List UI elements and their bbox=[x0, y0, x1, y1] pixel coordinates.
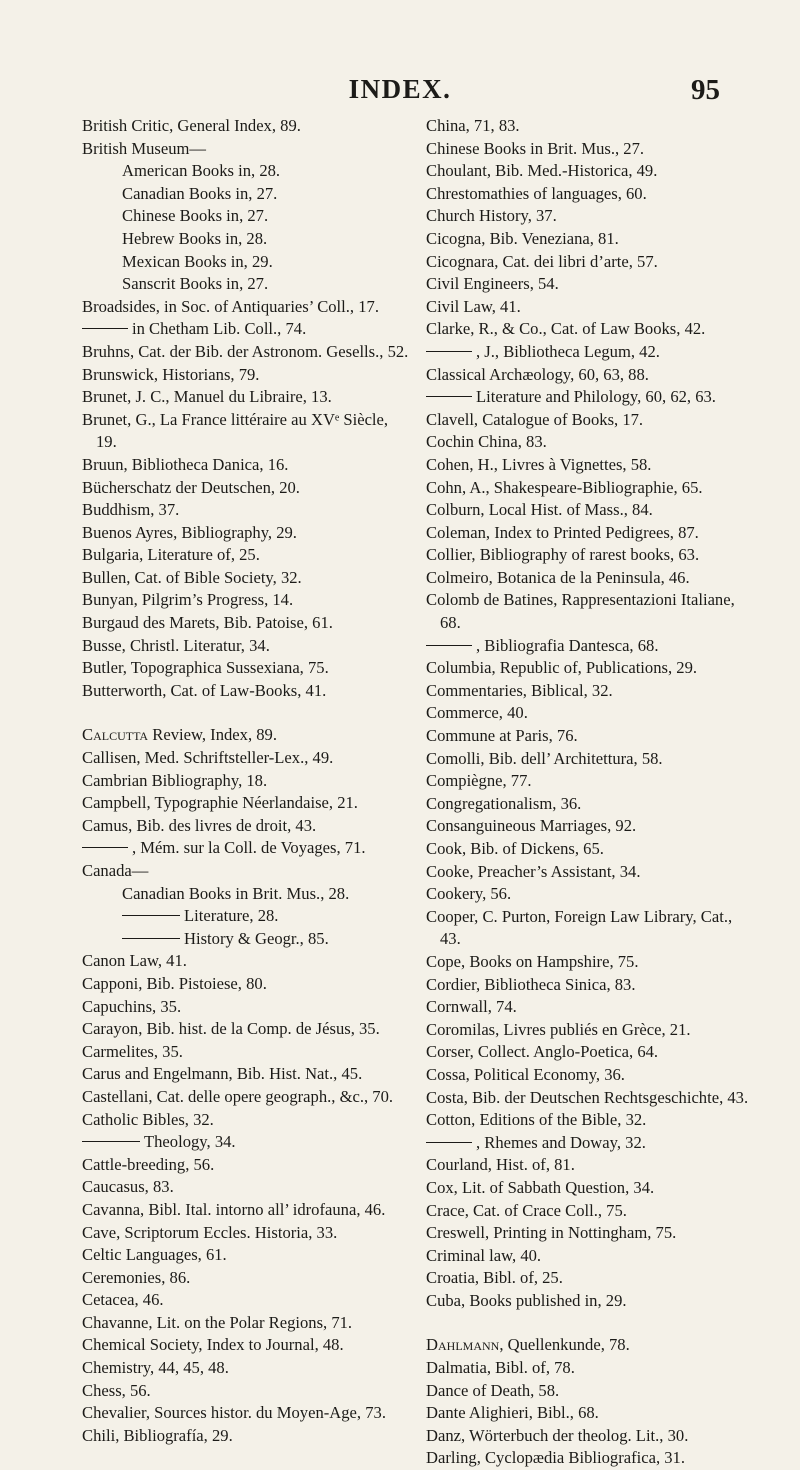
section-initial-word: Dahlmann bbox=[426, 1335, 500, 1355]
index-entry bbox=[82, 1154, 412, 1177]
index-entry bbox=[426, 115, 751, 138]
entry-text: Cavanna, Bibl. Ital. intorno all’ idrofauna, 46. bbox=[82, 1199, 386, 1219]
index-entry bbox=[426, 205, 751, 228]
index-entry bbox=[426, 499, 751, 522]
index-entry bbox=[82, 950, 412, 973]
entry-text: Cattle-breeding, 56. bbox=[82, 1154, 215, 1174]
index-entry bbox=[82, 522, 412, 545]
index-entry bbox=[426, 1154, 751, 1177]
index-subentry bbox=[82, 183, 412, 206]
index-entry bbox=[426, 951, 751, 974]
index-entry bbox=[426, 1380, 751, 1403]
index-entry bbox=[426, 635, 751, 658]
ditto-dash bbox=[82, 847, 128, 848]
entry-text: China, 71, 83. bbox=[426, 116, 520, 135]
entry-text: Colburn, Local Hist. of Mass., 84. bbox=[426, 500, 653, 520]
entry-text: Chess, 56. bbox=[82, 1380, 151, 1400]
entry-text: Brunswick, Historians, 79. bbox=[82, 364, 260, 384]
entry-text: Camus, Bib. des livres de droit, 43. bbox=[82, 815, 317, 835]
entry-text: Chinese Books in, 27. bbox=[122, 206, 269, 226]
entry-text: Campbell, Typographie Néerlandaise, 21. bbox=[82, 793, 358, 813]
index-entry bbox=[82, 770, 412, 793]
ditto-dash bbox=[426, 396, 472, 397]
entry-text: Commerce, 40. bbox=[426, 703, 528, 723]
entry-text: Carmelites, 35. bbox=[82, 1041, 183, 1061]
ditto-dash bbox=[426, 1142, 472, 1143]
index-column-left bbox=[82, 115, 412, 1447]
index-entry bbox=[426, 770, 751, 793]
entry-text: Buddhism, 37. bbox=[82, 500, 180, 520]
index-entry bbox=[82, 680, 412, 703]
entry-text: Theology, 34. bbox=[144, 1132, 236, 1152]
entry-text: Dalmatia, Bibl. of, 78. bbox=[426, 1358, 575, 1378]
entry-text: Cook, Bib. of Dickens, 65. bbox=[426, 839, 604, 858]
entry-text: Canadian Books in, 27. bbox=[122, 183, 278, 203]
index-entry bbox=[426, 793, 751, 816]
entry-text: Corser, Collect. Anglo-Poetica, 64. bbox=[426, 1042, 659, 1062]
entry-text: Bruun, Bibliotheca Danica, 16. bbox=[82, 454, 289, 474]
entry-text: Hebrew Books in, 28. bbox=[122, 228, 268, 248]
index-entry bbox=[82, 1357, 412, 1380]
entry-text: Consanguineous Marriages, 92. bbox=[426, 816, 637, 836]
entry-text: Commentaries, Biblical, 32. bbox=[426, 680, 613, 700]
index-entry bbox=[426, 1402, 751, 1425]
index-entry bbox=[82, 296, 412, 319]
index-entry bbox=[82, 612, 412, 635]
entry-text: Butterworth, Cat. of Law-Books, 41. bbox=[82, 680, 327, 700]
entry-text: Chevalier, Sources histor. du Moyen-Age, 73. bbox=[82, 1403, 386, 1423]
entry-text: , Rhemes and Doway, 32. bbox=[476, 1132, 646, 1152]
entry-text: Bulgaria, Literature of, 25. bbox=[82, 545, 260, 565]
entry-text: American Books in, 28. bbox=[122, 161, 281, 181]
entry-text: Clarke, R., & Co., Cat. of Law Books, 42. bbox=[426, 319, 706, 339]
entry-text: Cope, Books on Hampshire, 75. bbox=[426, 951, 639, 971]
entry-text: Danz, Wörterbuch der theolog. Lit., 30. bbox=[426, 1425, 689, 1445]
entry-text: Cooper, C. Purton, Foreign Law Library, Cat., 43. bbox=[426, 906, 733, 949]
index-entry bbox=[82, 635, 412, 658]
entry-text: Comolli, Bib. dell’ Architettura, 58. bbox=[426, 748, 663, 768]
index-entry bbox=[82, 1199, 412, 1222]
index-entry bbox=[82, 1063, 412, 1086]
index-entry bbox=[82, 409, 412, 454]
entry-text: Carus and Engelmann, Bib. Hist. Nat., 45. bbox=[82, 1064, 363, 1084]
entry-text: Cornwall, 74. bbox=[426, 997, 517, 1017]
index-entry bbox=[82, 1334, 412, 1357]
index-entry bbox=[82, 1131, 412, 1154]
entry-text: , Quellenkunde, 78. bbox=[499, 1335, 630, 1355]
index-subentry bbox=[82, 251, 412, 274]
index-entry bbox=[426, 657, 751, 680]
entry-text: Carayon, Bib. hist. de la Comp. de Jésus, 35. bbox=[82, 1019, 380, 1039]
entry-text: Classical Archæology, 60, 63, 88. bbox=[426, 364, 649, 384]
index-entry bbox=[82, 1109, 412, 1132]
ditto-dash bbox=[122, 915, 180, 916]
page-number: 95 bbox=[691, 74, 720, 106]
index-subentry bbox=[82, 160, 412, 183]
index-entry bbox=[82, 1312, 412, 1335]
entry-text: Crace, Cat. of Crace Coll., 75. bbox=[426, 1200, 627, 1220]
index-entry bbox=[426, 725, 751, 748]
index-subentry bbox=[82, 883, 412, 906]
index-entry bbox=[426, 1267, 751, 1290]
index-entry bbox=[82, 454, 412, 477]
entry-text: Church History, 37. bbox=[426, 206, 557, 226]
index-entry bbox=[82, 973, 412, 996]
index-entry bbox=[426, 296, 751, 319]
index-entry bbox=[426, 838, 751, 861]
entry-text: Bücherschatz der Deutschen, 20. bbox=[82, 477, 300, 497]
index-entry bbox=[82, 815, 412, 838]
index-entry bbox=[426, 996, 751, 1019]
index-entry bbox=[82, 1222, 412, 1245]
index-entry bbox=[426, 815, 751, 838]
index-entry bbox=[426, 748, 751, 771]
entry-text: Literature, 28. bbox=[184, 906, 279, 926]
index-entry bbox=[82, 1018, 412, 1041]
entry-text: Brunet, J. C., Manuel du Libraire, 13. bbox=[82, 387, 332, 407]
index-subentry bbox=[82, 205, 412, 228]
index-entry bbox=[82, 837, 412, 860]
entry-text: Cookery, 56. bbox=[426, 884, 512, 904]
entry-text: British Museum— bbox=[82, 138, 206, 158]
index-entry bbox=[82, 1380, 412, 1403]
entry-text: Capponi, Bib. Pistoiese, 80. bbox=[82, 973, 267, 993]
index-entry bbox=[426, 341, 751, 364]
index-subentry bbox=[82, 273, 412, 296]
page-header bbox=[0, 74, 800, 114]
entry-text: Celtic Languages, 61. bbox=[82, 1245, 227, 1265]
index-entry bbox=[82, 1425, 412, 1448]
index-entry bbox=[426, 364, 751, 387]
entry-text: Cambrian Bibliography, 18. bbox=[82, 770, 268, 790]
ditto-dash bbox=[426, 645, 472, 646]
entry-text: History & Geogr., 85. bbox=[184, 928, 329, 948]
entry-text: Darling, Cyclopædia Bibliografica, 31. bbox=[426, 1448, 685, 1468]
index-subentry bbox=[82, 928, 412, 951]
index-entry bbox=[82, 1267, 412, 1290]
entry-text: Canon Law, 41. bbox=[82, 951, 187, 971]
index-entry bbox=[426, 1447, 751, 1470]
entry-text: Review, Index, 89. bbox=[148, 725, 277, 745]
entry-text: Cohn, A., Shakespeare-Bibliographie, 65. bbox=[426, 477, 703, 497]
index-entry bbox=[426, 1425, 751, 1448]
index-entry bbox=[426, 273, 751, 296]
index-entry bbox=[426, 160, 751, 183]
entry-text: Cicognara, Cat. dei libri d’arte, 57. bbox=[426, 251, 658, 271]
entry-text: Coromilas, Livres publiés en Grèce, 21. bbox=[426, 1019, 691, 1039]
index-entry bbox=[82, 318, 412, 341]
index-entry bbox=[426, 974, 751, 997]
index-entry bbox=[82, 1176, 412, 1199]
index-entry bbox=[82, 115, 412, 138]
index-entry bbox=[426, 409, 751, 432]
index-entry bbox=[82, 341, 412, 364]
entry-text: Literature and Philology, 60, 62, 63. bbox=[476, 387, 716, 407]
index-entry bbox=[82, 1244, 412, 1267]
entry-text: Chemical Society, Index to Journal, 48. bbox=[82, 1335, 344, 1355]
entry-text: Colomb de Batines, Rappresentazioni Italiane, 68. bbox=[426, 590, 735, 633]
entry-text: Cotton, Editions of the Bible, 32. bbox=[426, 1110, 647, 1130]
index-entry bbox=[426, 386, 751, 409]
entry-text: in Chetham Lib. Coll., 74. bbox=[132, 319, 307, 339]
entry-text: Cave, Scriptorum Eccles. Historia, 33. bbox=[82, 1222, 338, 1242]
entry-text: Creswell, Printing in Nottingham, 75. bbox=[426, 1223, 677, 1243]
index-entry bbox=[82, 364, 412, 387]
entry-text: Cox, Lit. of Sabbath Question, 34. bbox=[426, 1177, 655, 1197]
index-entry bbox=[426, 1222, 751, 1245]
entry-text: Columbia, Republic of, Publications, 29. bbox=[426, 658, 698, 678]
index-subentry bbox=[82, 905, 412, 928]
index-entry bbox=[82, 386, 412, 409]
entry-text: Civil Law, 41. bbox=[426, 296, 521, 316]
entry-text: Cetacea, 46. bbox=[82, 1290, 164, 1310]
index-entry bbox=[426, 522, 751, 545]
entry-text: Capuchins, 35. bbox=[82, 996, 182, 1016]
index-subentry bbox=[82, 228, 412, 251]
entry-text: Commune at Paris, 76. bbox=[426, 726, 578, 746]
index-entry bbox=[426, 883, 751, 906]
entry-text: Dance of Death, 58. bbox=[426, 1380, 560, 1400]
index-entry bbox=[426, 431, 751, 454]
index-column-right bbox=[426, 115, 751, 1470]
index-entry bbox=[82, 138, 412, 161]
index-entry bbox=[426, 906, 751, 951]
index-entry bbox=[82, 1041, 412, 1064]
index-entry bbox=[426, 251, 751, 274]
index-entry bbox=[426, 680, 751, 703]
index-entry bbox=[426, 454, 751, 477]
entry-text: Chinese Books in Brit. Mus., 27. bbox=[426, 138, 645, 158]
entry-text: Clavell, Catalogue of Books, 17. bbox=[426, 409, 644, 429]
ditto-dash bbox=[82, 328, 128, 329]
index-entry bbox=[82, 1402, 412, 1425]
index-entry bbox=[82, 792, 412, 815]
entry-text: Cochin China, 83. bbox=[426, 432, 547, 452]
entry-text: Cuba, Books published in, 29. bbox=[426, 1290, 627, 1310]
index-entry bbox=[82, 499, 412, 522]
index-entry bbox=[426, 861, 751, 884]
entry-text: Caucasus, 83. bbox=[82, 1177, 174, 1197]
index-entry bbox=[426, 1109, 751, 1132]
entry-text: Cicogna, Bib. Veneziana, 81. bbox=[426, 228, 619, 248]
entry-text: Chemistry, 44, 45, 48. bbox=[82, 1358, 229, 1378]
entry-text: Croatia, Bibl. of, 25. bbox=[426, 1268, 563, 1288]
entry-text: Civil Engineers, 54. bbox=[426, 274, 559, 294]
index-entry bbox=[426, 477, 751, 500]
entry-text: Busse, Christl. Literatur, 34. bbox=[82, 635, 270, 655]
entry-text: , Bibliografia Dantesca, 68. bbox=[476, 635, 659, 655]
index-entry bbox=[426, 228, 751, 251]
entry-text: Canada— bbox=[82, 861, 149, 880]
index-entry bbox=[426, 138, 751, 161]
index-entry bbox=[426, 1290, 751, 1313]
index-entry bbox=[426, 1064, 751, 1087]
entry-text: Buenos Ayres, Bibliography, 29. bbox=[82, 522, 297, 542]
index-entry bbox=[82, 1086, 412, 1109]
index-entry bbox=[82, 589, 412, 612]
index-entry bbox=[82, 996, 412, 1019]
entry-text: Burgaud des Marets, Bib. Patoise, 61. bbox=[82, 613, 333, 633]
entry-text: Cossa, Political Economy, 36. bbox=[426, 1064, 625, 1084]
entry-text: Castellani, Cat. delle opere geograph., &c., 70. bbox=[82, 1086, 394, 1106]
index-entry bbox=[426, 183, 751, 206]
index-entry bbox=[426, 1087, 751, 1110]
ditto-dash bbox=[122, 938, 180, 939]
index-entry bbox=[82, 1289, 412, 1312]
index-entry bbox=[426, 1245, 751, 1268]
entry-text: Criminal law, 40. bbox=[426, 1245, 542, 1265]
entry-text: Chavanne, Lit. on the Polar Regions, 71. bbox=[82, 1312, 353, 1332]
page-title: INDEX. bbox=[348, 74, 452, 104]
entry-text: Bruhns, Cat. der Bib. der Astronom. Gesells., 52. bbox=[82, 341, 409, 361]
index-entry bbox=[82, 657, 412, 680]
index-entry bbox=[82, 747, 412, 770]
entry-text: Collier, Bibliography of rarest books, 63. bbox=[426, 545, 700, 565]
entry-text: Compiègne, 77. bbox=[426, 771, 532, 791]
entry-text: Mexican Books in, 29. bbox=[122, 251, 273, 271]
entry-text: Chrestomathies of languages, 60. bbox=[426, 183, 647, 203]
entry-text: Cooke, Preacher’s Assistant, 34. bbox=[426, 861, 641, 881]
entry-text: Colmeiro, Botanica de la Peninsula, 46. bbox=[426, 567, 690, 587]
index-entry bbox=[426, 1200, 751, 1223]
entry-text: Bullen, Cat. of Bible Society, 32. bbox=[82, 567, 302, 587]
index-entry bbox=[82, 567, 412, 590]
index-entry bbox=[426, 1334, 751, 1357]
section-initial-word: Calcutta bbox=[82, 725, 149, 745]
index-entry bbox=[426, 1019, 751, 1042]
entry-text: Ceremonies, 86. bbox=[82, 1267, 191, 1287]
index-entry bbox=[426, 544, 751, 567]
entry-text: Catholic Bibles, 32. bbox=[82, 1109, 214, 1129]
entry-text: Choulant, Bib. Med.-Historica, 49. bbox=[426, 161, 658, 181]
entry-text: Congregationalism, 36. bbox=[426, 793, 582, 813]
index-entry bbox=[82, 477, 412, 500]
ditto-dash bbox=[426, 351, 472, 352]
entry-text: Sanscrit Books in, 27. bbox=[122, 274, 269, 294]
index-entry bbox=[426, 1132, 751, 1155]
entry-text: Callisen, Med. Schriftsteller-Lex., 49. bbox=[82, 748, 334, 768]
index-entry bbox=[426, 1177, 751, 1200]
index-entry bbox=[426, 567, 751, 590]
entry-text: Cordier, Bibliotheca Sinica, 83. bbox=[426, 974, 636, 994]
entry-text: Broadsides, in Soc. of Antiquaries’ Coll., 17. bbox=[82, 296, 379, 316]
section-gap bbox=[426, 1312, 751, 1334]
index-entry bbox=[82, 544, 412, 567]
entry-text: Butler, Topographica Sussexiana, 75. bbox=[82, 658, 329, 678]
entry-text: British Critic, General Index, 89. bbox=[82, 116, 301, 135]
index-entry bbox=[426, 1357, 751, 1380]
index-entry bbox=[426, 589, 751, 634]
entry-text: Brunet, G., La France littéraire au XVᵉ Siècle, 19. bbox=[82, 409, 389, 452]
index-entry bbox=[426, 702, 751, 725]
entry-text: Coleman, Index to Printed Pedigrees, 87. bbox=[426, 522, 699, 542]
section-gap bbox=[82, 702, 412, 724]
index-entry bbox=[82, 860, 412, 883]
entry-text: Costa, Bib. der Deutschen Rechtsgeschichte, 43. bbox=[426, 1087, 749, 1107]
entry-text: Chili, Bibliografía, 29. bbox=[82, 1425, 233, 1445]
ditto-dash bbox=[82, 1141, 140, 1142]
index-entry bbox=[426, 1041, 751, 1064]
index-entry bbox=[82, 724, 412, 747]
entry-text: Courland, Hist. of, 81. bbox=[426, 1155, 575, 1175]
entry-text: Canadian Books in Brit. Mus., 28. bbox=[122, 883, 350, 903]
entry-text: Bunyan, Pilgrim’s Progress, 14. bbox=[82, 590, 294, 610]
entry-text: , Mém. sur la Coll. de Voyages, 71. bbox=[132, 838, 366, 858]
entry-text: Dante Alighieri, Bibl., 68. bbox=[426, 1403, 599, 1423]
entry-text: Cohen, H., Livres à Vignettes, 58. bbox=[426, 454, 652, 474]
entry-text: , J., Bibliotheca Legum, 42. bbox=[476, 341, 660, 361]
index-entry bbox=[426, 318, 751, 341]
